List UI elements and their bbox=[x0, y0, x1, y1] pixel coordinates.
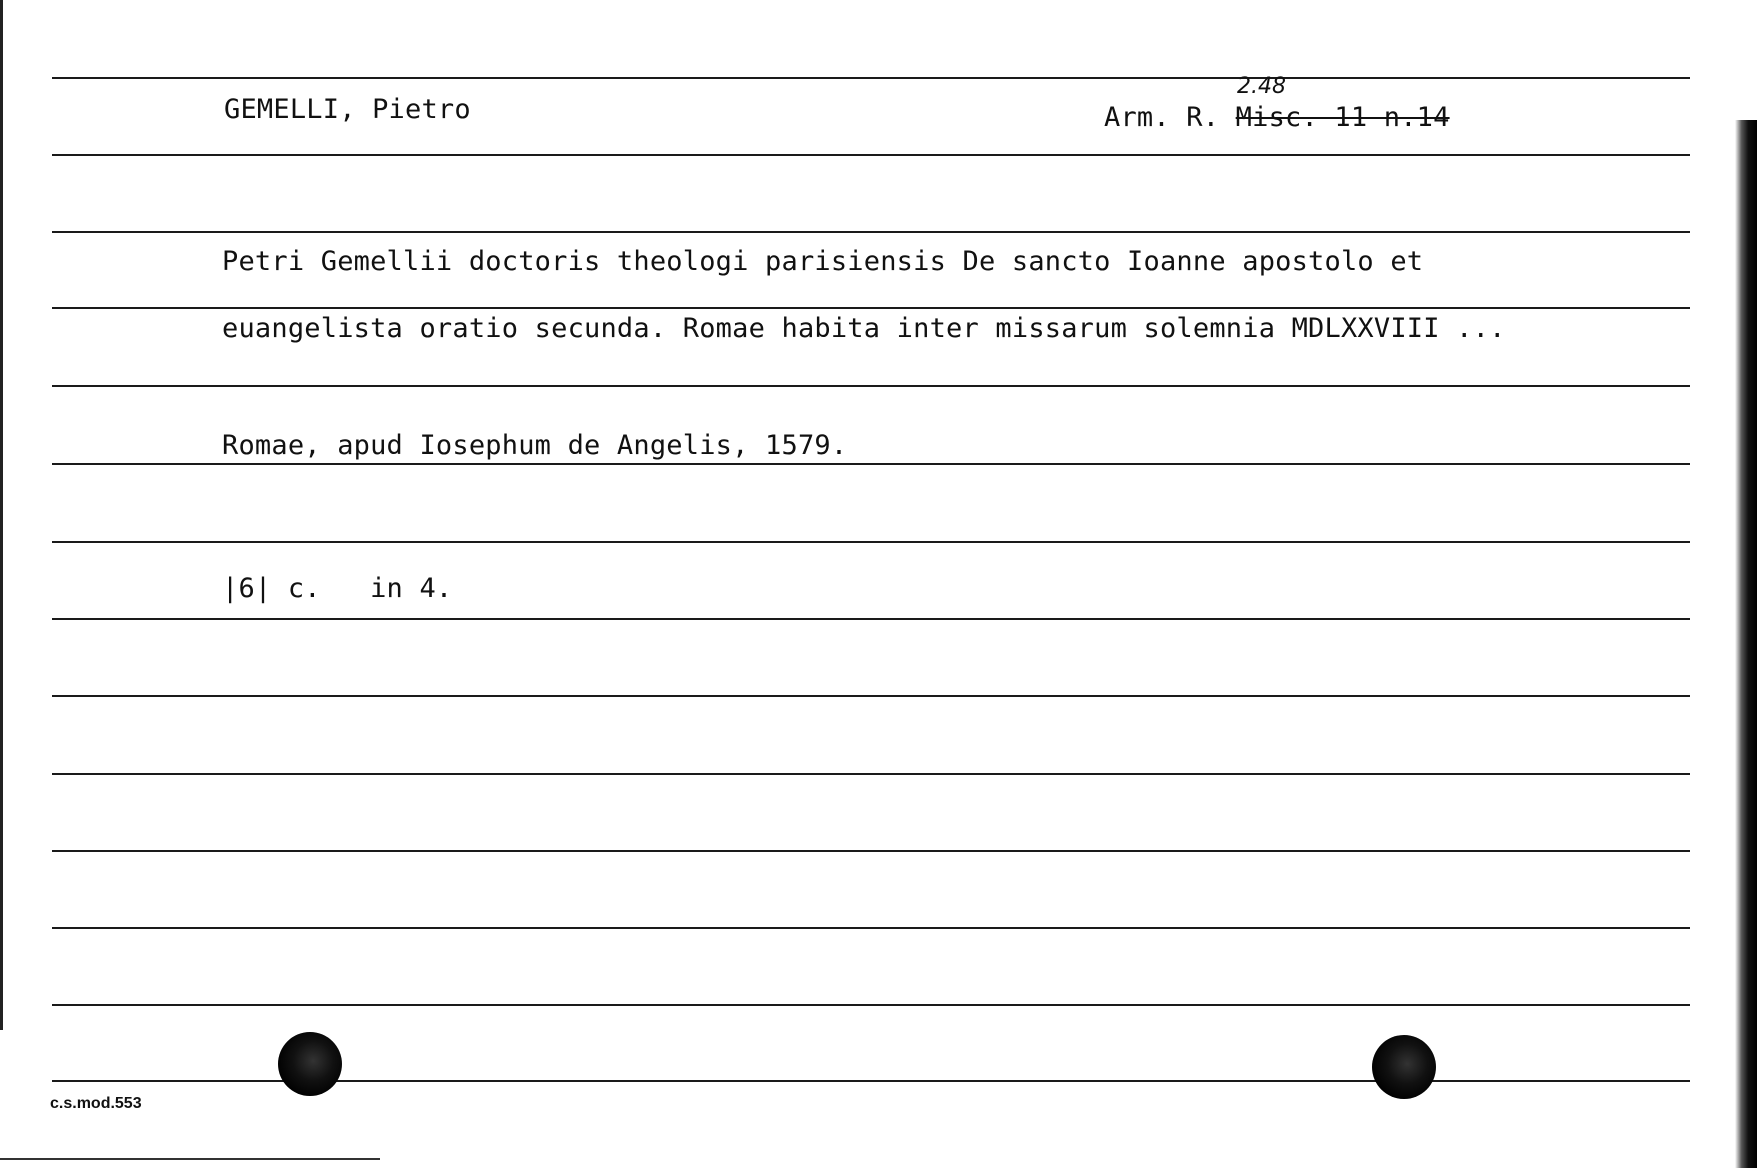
card-bottom-edge bbox=[0, 1158, 380, 1160]
title-line-1: Petri Gemellii doctoris theologi parisiensis De sancto Ioanne apostolo et bbox=[222, 246, 1424, 277]
ruled-line bbox=[52, 773, 1690, 775]
ruled-line bbox=[52, 231, 1690, 233]
shelfmark-struck: Misc. 11 n.14 bbox=[1235, 102, 1450, 133]
shelfmark-prefix: Arm. R. bbox=[1104, 102, 1220, 133]
ruled-line bbox=[52, 463, 1690, 465]
form-code: c.s.mod.553 bbox=[50, 1095, 142, 1112]
ruled-line bbox=[52, 695, 1690, 697]
imprint-line: Romae, apud Iosephum de Angelis, 1579. bbox=[222, 430, 848, 461]
ruled-line bbox=[52, 541, 1690, 543]
ruled-line bbox=[52, 850, 1690, 852]
shelfmark bbox=[1104, 102, 1450, 133]
card-right-edge bbox=[1735, 120, 1757, 1168]
handwritten-shelfmark: 2.48 bbox=[1237, 74, 1286, 99]
ruled-line bbox=[52, 385, 1690, 387]
ruled-line bbox=[52, 1004, 1690, 1006]
ruled-line bbox=[52, 77, 1690, 79]
ruled-line bbox=[52, 618, 1690, 620]
ruled-line bbox=[52, 307, 1690, 309]
ruled-line bbox=[52, 154, 1690, 156]
card-left-edge bbox=[0, 0, 3, 1030]
author-heading: GEMELLI, Pietro bbox=[224, 94, 471, 125]
collation-line: |6| c. in 4. bbox=[222, 573, 453, 604]
punch-hole-right bbox=[1372, 1035, 1436, 1099]
title-line-2: euangelista oratio secunda. Romae habita inter missarum solemnia MDLXXVIII ... bbox=[222, 313, 1506, 344]
ruled-line bbox=[52, 927, 1690, 929]
punch-hole-left bbox=[278, 1032, 342, 1096]
